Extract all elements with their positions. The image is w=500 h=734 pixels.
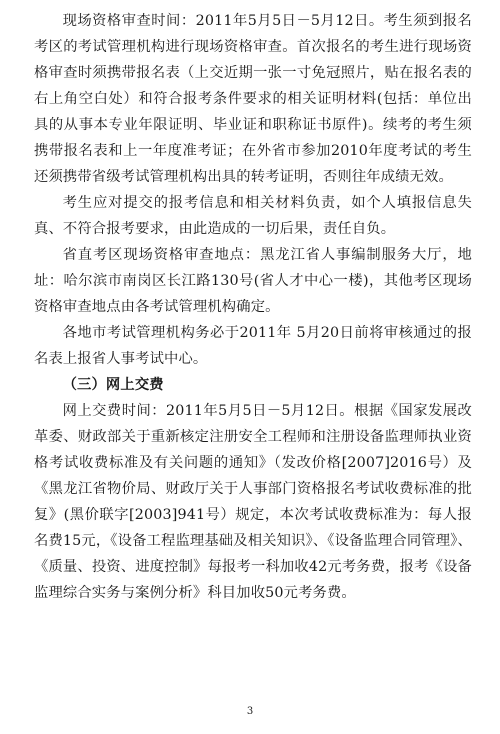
paragraph-review-location: 省直考区现场资格审查地点：黑龙江省人事编制服务大厅，地址：哈尔滨市南岗区长江路130号(省人才中心一楼)，其他考区现场资格审查地点由各考试管理机构确定。 (34, 247, 472, 315)
paragraph-online-payment: 网上交费时间：2011年5月5日－5月12日。根据《国家发展改革委、财政部关于重新核定注册安全工程师和注册设备监理师执业资格考试收费标准及有关问题的通知》（发改价格[2007]2016号）及《黑龙江省物价局、财政厅关于人事部门资格报名考试收费标准的批复》(黑价联字[2003]941号）规定，本次考试收费标准为：每人报名费15元，《设备工程监理基础及相关知识》、《设备监理合同管理》、《质量、投资、进度控制》每报考一科加收42元考务费，报考《设备监理综合实务与案例分析》科目加收50元考务费。 (34, 403, 472, 601)
paragraph-submission-deadline: 各地市考试管理机构务必于2011年 5月20日前将审核通过的报名表上报省人事考试中心。 (34, 325, 472, 367)
paragraph-qualification-review-time: 现场资格审查时间：2011年5月5日－5月12日。考生须到报名考区的考试管理机构进行现场资格审查。首次报名的考生进行现场资格审查时须携带报名表（上交近期一张一寸免冠照片，贴在报名表的右上角空白处）和符合报考条件要求的相关证明材料(包括：单位出具的从事本专业年限证明、毕业证和职称证书原件)。续考的考生须携带报名表和上一年度准考证；在外省市参加2010年度考试的考生还须携带省级考试管理机构出具的转考证明，否则往年成绩无效。 (34, 13, 472, 185)
document-body (34, 8, 472, 606)
section-heading-online-payment: （三）网上交费 (62, 377, 164, 393)
page-number: 3 (246, 706, 254, 717)
paragraph-applicant-responsibility: 考生应对提交的报考信息和相关材料负责，如个人填报信息失真、不符合报考要求，由此造成的一切后果，责任自负。 (34, 195, 472, 237)
